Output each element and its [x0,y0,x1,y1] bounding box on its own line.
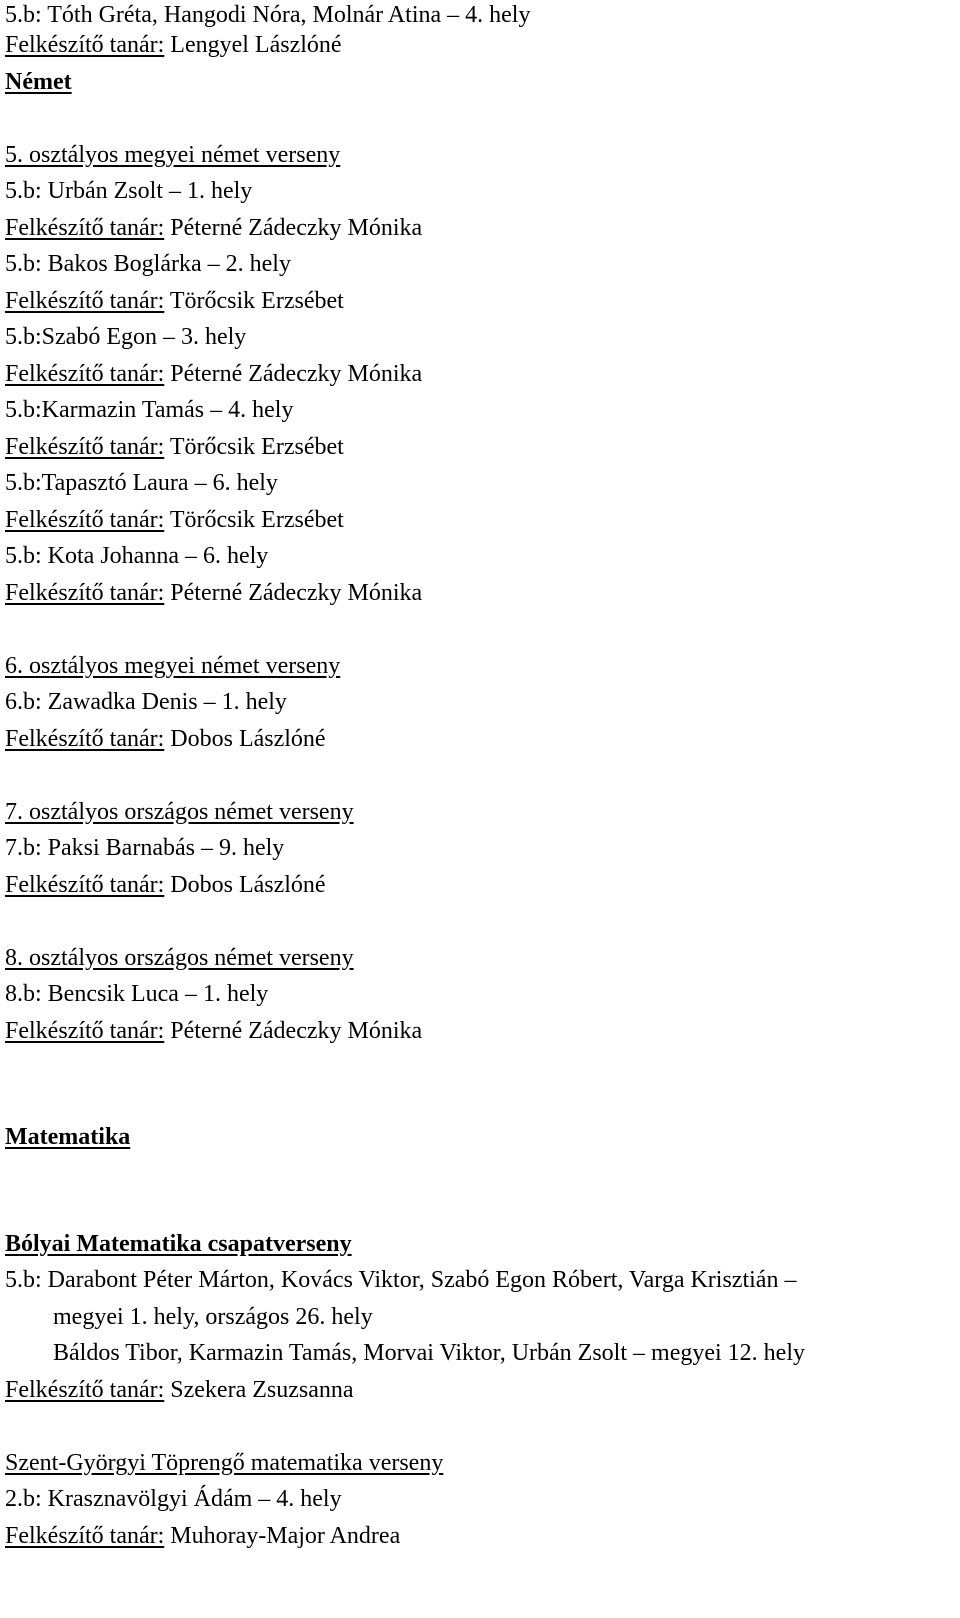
result-line: 5.b: Tóth Gréta, Hangodi Nóra, Molnár Atina – 4. hely [5,2,531,28]
teacher-name: Törőcsik Erzsébet [169,433,344,460]
teacher-label: Felkészítő tanár: [5,287,165,314]
section-title: 6. osztályos megyei német verseny [5,652,341,679]
subject-heading-nemet: Német [5,68,72,95]
teacher-line [5,578,955,615]
teacher-label: Felkészítő tanár: [5,214,165,241]
teacher-label: Felkészítő tanár: [5,360,165,387]
section-title: 7. osztályos országos német verseny [5,798,354,825]
teacher-line [5,30,955,67]
teacher-label: Felkészítő tanár: [5,579,165,606]
result-line: 5.b: Urbán Zsolt – 1. hely [5,178,253,204]
spacer [5,103,955,140]
result-line: 5.b:Karmazin Tamás – 4. hely [5,397,294,423]
result-line: 5.b: Bakos Boglárka – 2. hely [5,251,291,277]
section-title: 5. osztályos megyei német verseny [5,141,341,168]
teacher-name: Péterné Zádeczky Mónika [170,579,423,606]
section-title: Szent-Györgyi Töprengő matematika verseny [5,1449,444,1476]
teacher-label: Felkészítő tanár: [5,1017,165,1044]
section-title: Bólyai Matematika csapatverseny [5,1230,352,1257]
teacher-line [5,724,955,761]
teacher-line [5,286,955,323]
subject-heading-matematika: Matematika [5,1124,131,1150]
teacher-label: Felkészítő tanár: [5,433,165,460]
teacher-label: Felkészítő tanár: [5,1376,165,1403]
spacer [5,1159,955,1229]
teacher-name: Törőcsik Erzsébet [169,506,344,533]
spacer [5,906,955,943]
teacher-line [5,213,955,250]
teacher-line [5,505,955,542]
result-line: 5.b: Darabont Péter Márton, Kovács Viktor, Szabó Egon Róbert, Varga Krisztián – [5,1267,797,1293]
teacher-line [5,359,955,396]
teacher-name: Péterné Zádeczky Mónika [170,214,423,241]
teacher-name: Dobos Lászlóné [170,725,326,752]
spacer [5,1411,955,1448]
teacher-label: Felkészítő tanár: [5,32,165,58]
teacher-name: Lengyel Lászlóné [170,32,342,58]
document-page [5,0,955,1557]
result-line: 2.b: Krasznavölgyi Ádám – 4. hely [5,1486,342,1512]
teacher-name: Péterné Zádeczky Mónika [170,360,423,387]
result-line: 5.b: Kota Johanna – 6. hely [5,543,269,569]
teacher-label: Felkészítő tanár: [5,871,165,898]
teacher-name: Péterné Zádeczky Mónika [170,1017,423,1044]
result-line: 8.b: Bencsik Luca – 1. hely [5,981,269,1007]
teacher-line [5,1016,955,1053]
section-title: 8. osztályos országos német verseny [5,944,354,971]
teacher-name: Törőcsik Erzsébet [169,287,344,314]
spacer [5,760,955,797]
teacher-line [5,1521,955,1558]
spacer [5,614,955,651]
teacher-label: Felkészítő tanár: [5,725,165,752]
result-line: Báldos Tibor, Karmazin Tamás, Morvai Viktor, Urbán Zsolt – megyei 12. hely [53,1340,805,1366]
result-line: 5.b:Szabó Egon – 3. hely [5,324,247,350]
teacher-label: Felkészítő tanár: [5,1522,165,1549]
teacher-line [5,1375,955,1412]
result-line: 7.b: Paksi Barnabás – 9. hely [5,835,285,861]
teacher-label: Felkészítő tanár: [5,506,165,533]
teacher-name: Muhoray-Major Andrea [170,1522,401,1549]
result-line: megyei 1. hely, országos 26. hely [53,1303,373,1330]
teacher-line [5,870,955,907]
result-line: 6.b: Zawadka Denis – 1. hely [5,689,287,715]
teacher-name: Szekera Zsuzsanna [170,1376,354,1403]
teacher-line [5,432,955,469]
teacher-name: Dobos Lászlóné [170,871,326,898]
result-line: 5.b:Tapasztó Laura – 6. hely [5,470,278,496]
spacer [5,1052,955,1122]
